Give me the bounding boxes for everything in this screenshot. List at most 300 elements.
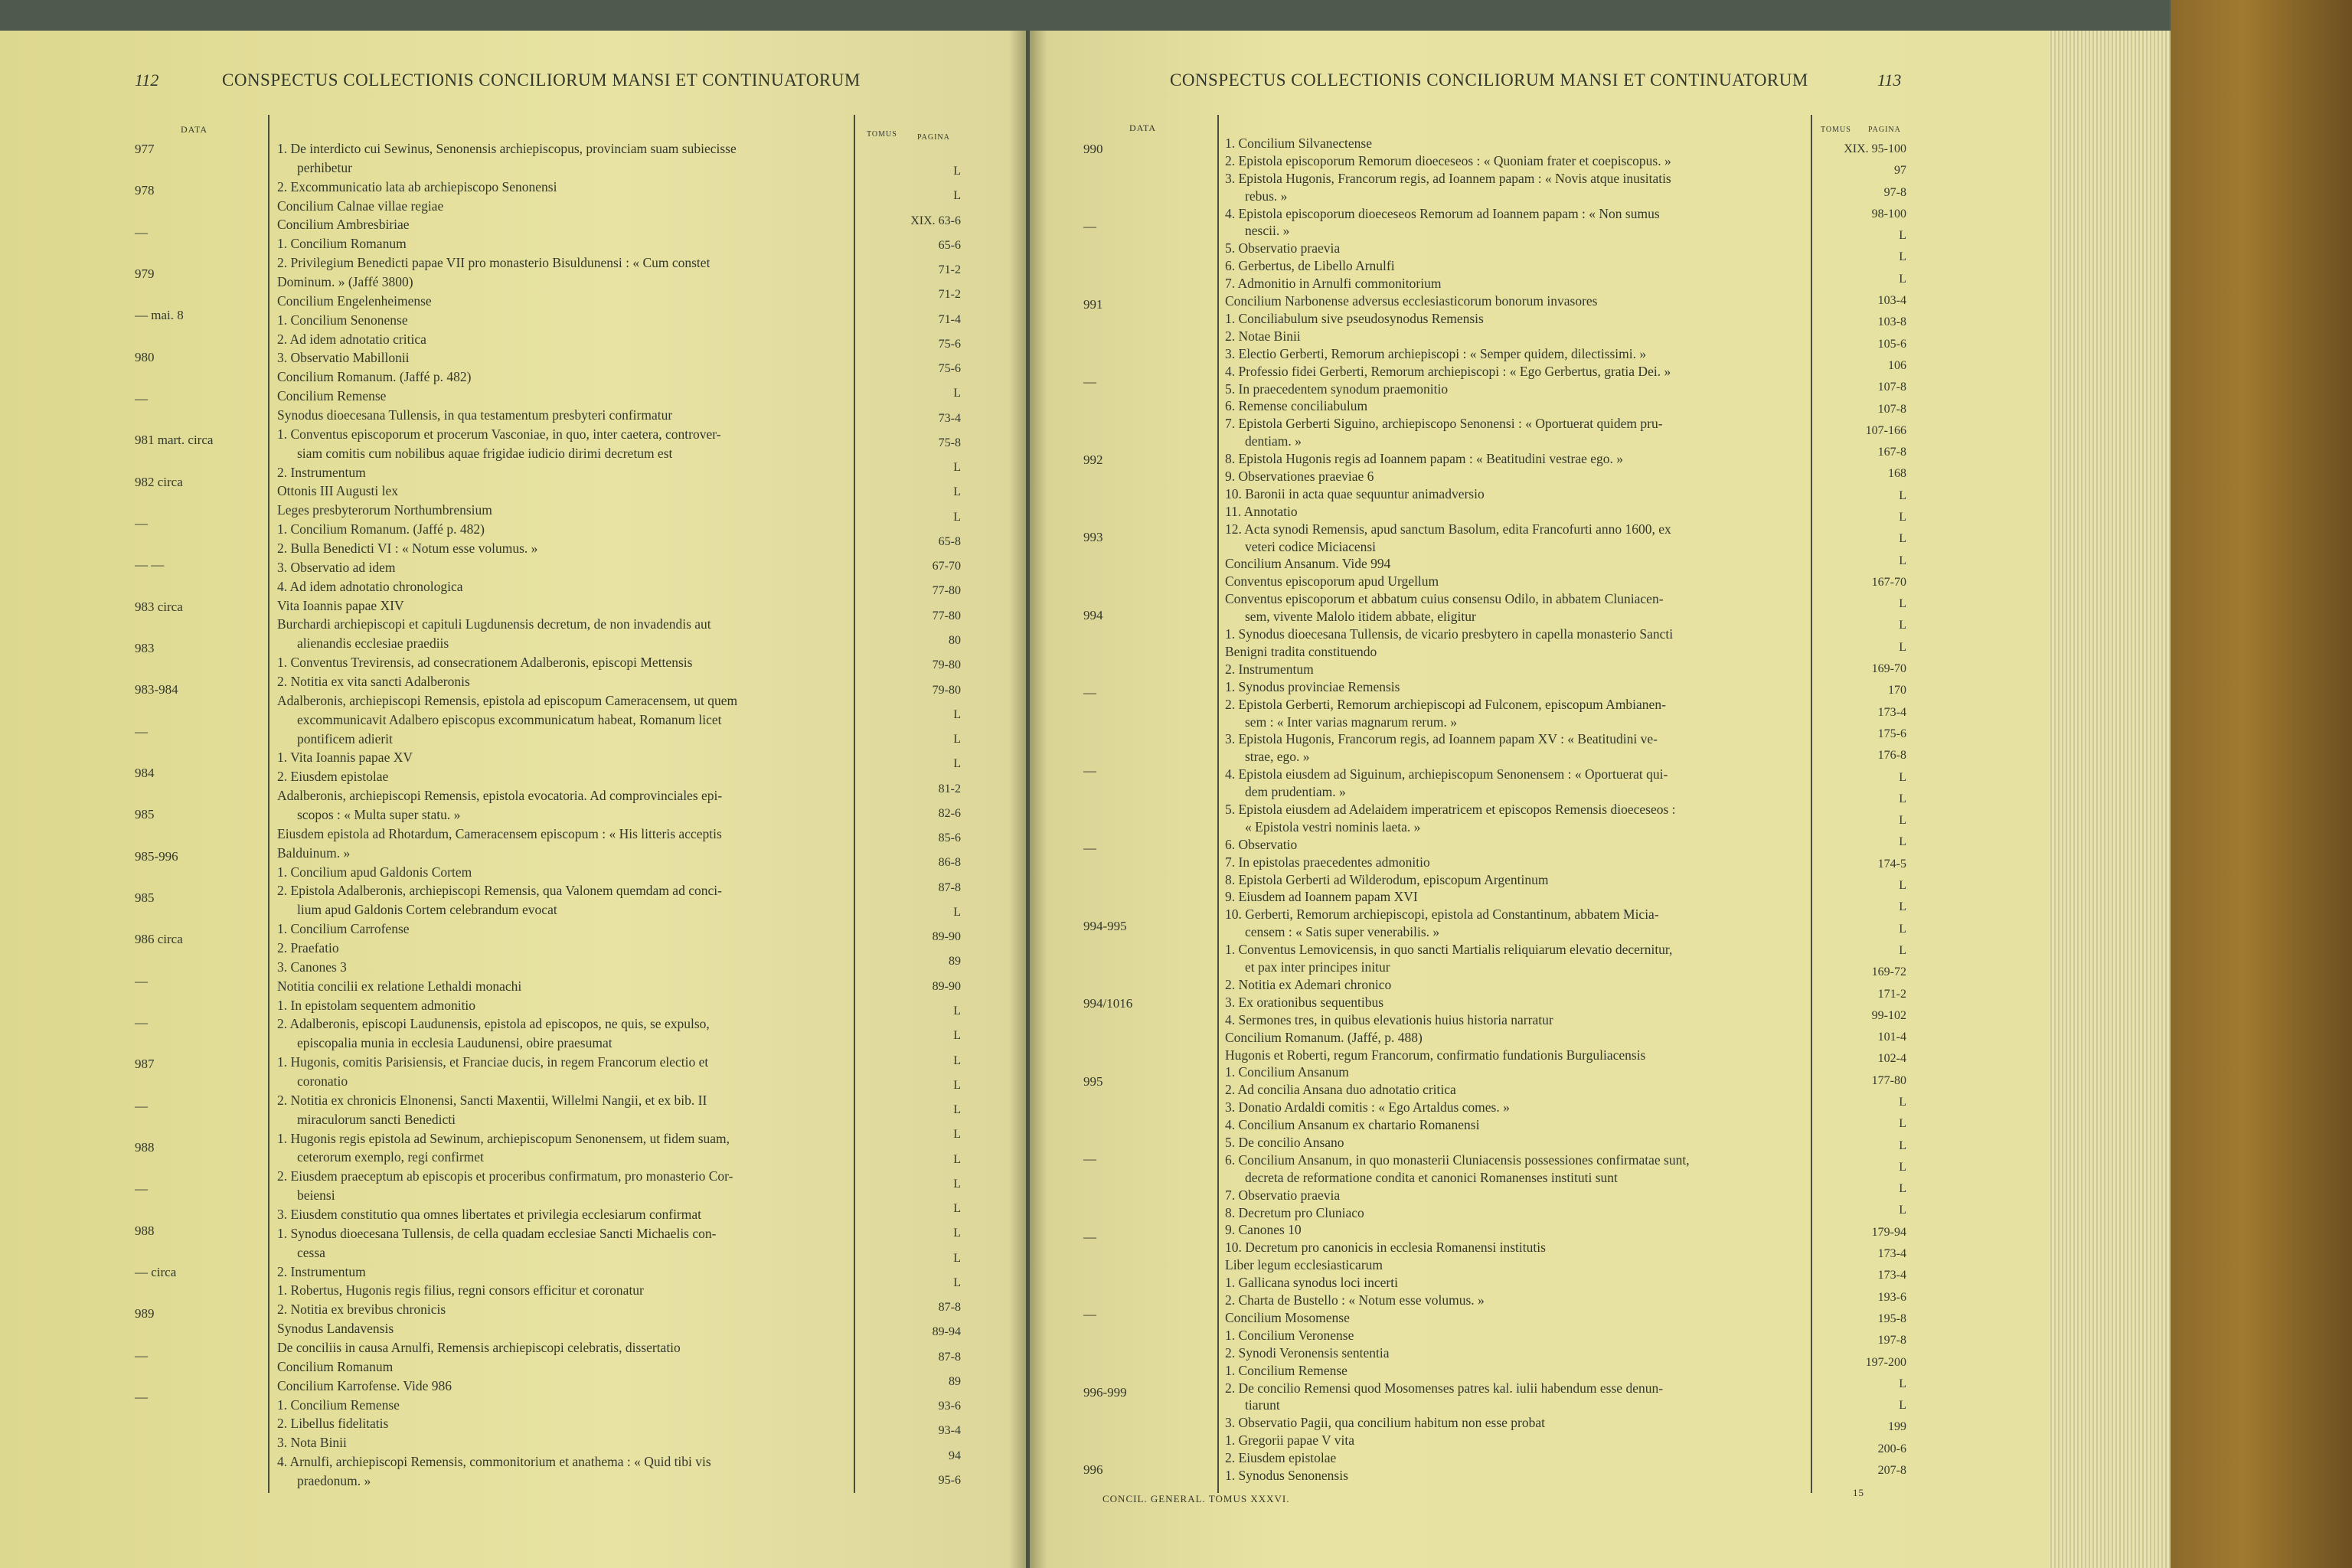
volume-page-ref: L [1899,1377,1906,1390]
entry-line: rebus. » [1245,188,1288,204]
entry-line: 9. Canones 10 [1225,1223,1302,1238]
volume-page-ref: L [953,1227,961,1240]
entry-line: 1. Gallicana synodus loci incerti [1225,1276,1398,1291]
entry-line: 12. Acta synodi Remensis, apud sanctum Basolum, edita Francofurti anno 1600, ex [1225,521,1671,537]
entry-line: 2. Privilegium Benedicti papae VII pro monasterio Bisuldunensi : « Cum constet [277,256,710,271]
volume-page-ref: 81-2 [938,782,961,795]
date-label: 994 [1083,607,1103,622]
volume-page-ref: 97-8 [1883,185,1906,199]
entry-line: 1. Concilium Veronense [1225,1328,1354,1343]
entry-line: 1. Concilium Senonense [277,312,408,328]
entry-line: 6. Gerbertus, de Libello Arnulfi [1225,259,1395,274]
volume-page-ref: 82-6 [938,806,961,820]
volume-page-ref: L [1899,1095,1906,1109]
date-label: — [135,1348,148,1363]
volume-page-ref: 197-200 [1865,1355,1906,1369]
book-cover-edge [2171,0,2352,1568]
volume-page-ref: L [1899,554,1906,567]
volume-page-ref: 105-6 [1877,337,1906,351]
volume-page-ref: 85-6 [938,831,961,845]
date-label: — [135,724,148,739]
entry-line: Concilium Romanum [277,1359,394,1374]
volume-page-ref: 71-2 [938,263,961,277]
entry-line: Conventus episcoporum et abbatum cuius consensu Odilo, in abbatem Cluniacen- [1225,592,1664,607]
date-label: — [135,1390,148,1404]
entry-line: Leges presbyterorum Northumbrensium [277,503,492,518]
volume-page-ref: L [1899,1182,1906,1196]
date-label: 978 [135,183,155,198]
entry-line: sem, vivente Malolo itidem abbate, eligitur [1245,609,1476,625]
entry-line: 2. Epistola Gerberti, Remorum archiepiscopi ad Fulconem, episcopum Ambianen- [1225,697,1666,712]
entry-line: 4. Ad idem adnotatio chronologica [277,579,463,594]
entry-line: Notitia concilii ex relatione Lethaldi monachi [277,978,522,994]
volume-page-ref: 207-8 [1877,1464,1906,1477]
entry-line: 2. Instrumentum [1225,662,1314,677]
volume-page-ref: L [953,757,961,771]
date-label: 990 [1083,142,1103,156]
entry-line: 1. In epistolam sequentem admonitio [277,998,476,1013]
volume-page-ref: L [953,510,961,524]
entry-line: 7. Admonitio in Arnulfi commonitorium [1225,276,1442,292]
entry-line: Concilium Calnae villae regiae [277,198,444,214]
entry-line: Synodus Landavensis [277,1321,394,1337]
entry-line: Adalberonis, archiepiscopi Remensis, epistola ad episcopum Cameracensem, ut quem [277,693,738,708]
volume-page-ref: 89-90 [932,930,961,944]
date-label: 996 [1083,1462,1103,1477]
entry-line: 3. Ex orationibus sequentibus [1225,995,1384,1010]
volume-page-ref: 99-102 [1871,1008,1906,1022]
volume-page-ref: 93-4 [938,1424,961,1438]
date-label: 986 circa [135,932,183,947]
entry-line: 1. Concilium Silvanectense [1225,136,1372,151]
volume-page-ref: 71-4 [938,312,961,326]
volume-page-ref: L [1899,792,1906,805]
left-col-tomus-header: TOMUS [867,130,897,139]
entry-line: Concilium Mosomense [1225,1310,1350,1325]
date-label: 988 [135,1140,155,1155]
volume-page-ref: L [1899,597,1906,611]
entry-line: 2. Instrumentum [277,465,366,480]
date-label: 994/1016 [1083,996,1133,1011]
entry-line: 4. Professio fidei Gerberti, Remorum archiepiscopi : « Ego Gerbertus, gratia Dei. » [1225,364,1671,379]
entry-line: 1. Conventus Lemovicensis, in quo sancti Martialis reliquiarum elevatio decernitur, [1225,942,1673,958]
volume-page-ref: 86-8 [938,856,961,870]
date-label: — [135,391,148,406]
entry-line: dentiam. » [1245,434,1302,449]
date-label: 985-996 [135,848,178,864]
entry-line: 2. Notitia ex vita sancti Adalberonis [277,675,470,689]
date-label: 987 [135,1057,155,1072]
right-ref-rule [1811,115,1812,1493]
entry-line: Eiusdem epistola ad Rhotardum, Cameracensem episcopum : « His litteris acceptis [277,826,722,841]
volume-page-ref: L [1899,922,1906,936]
volume-page-ref: L [953,1202,961,1216]
volume-page-ref: L [953,1103,961,1117]
entry-line: Concilium Ambresbiriae [277,217,410,233]
book-gutter [1009,31,1047,1568]
entry-line: 8. Epistola Gerberti ad Wilderodum, episcopum Argentinum [1225,872,1549,887]
entry-line: 1. De interdicto cui Sewinus, Senonensis archiepiscopus, provinciam suam subiecisse [277,142,737,156]
entry-line: Hugonis et Roberti, regum Francorum, confirmatio fundationis Burguliacensis [1225,1047,1646,1063]
entry-line: 3. Eiusdem constitutio qua omnes libertates et privilegia ecclesiarum confirmat [277,1207,702,1222]
volume-page-ref: L [953,1078,961,1092]
volume-page-ref: L [953,733,961,746]
date-label: — [135,973,148,988]
entry-line: 7. In epistolas praecedentes admonitio [1225,854,1430,870]
date-label: 991 [1083,296,1103,312]
entry-line: Burchardi archiepiscopi et capituli Lugdunensis decretum, de non invadendis aut [277,617,711,632]
date-label: — circa [135,1265,177,1279]
volume-page-ref: 173-4 [1877,705,1906,719]
entry-line: 1. Robertus, Hugonis regis filius, regni consors efficitur et coronatur [277,1283,644,1298]
right-footer-sheet-number: 15 [1853,1487,1864,1498]
right-date-rule [1217,115,1219,1493]
entry-line: 2. De concilio Remensi quod Mosomenses patres kal. iulii habendum esse denun- [1225,1380,1664,1396]
entry-line: Concilium Engelenheimense [277,293,432,309]
entry-line: 5. Observatio praevia [1225,241,1341,256]
volume-page-ref: 65-6 [938,238,961,252]
volume-page-ref: L [953,1152,961,1166]
volume-page-ref: L [953,461,961,475]
entry-line: dem prudentiam. » [1245,785,1346,800]
volume-page-ref: 79-80 [932,683,961,697]
date-label: — [1083,685,1096,701]
entry-line: 6. Observatio [1225,837,1298,852]
right-footer-signature: CONCIL. GENERAL. TOMUS XXXVI. [1102,1493,1290,1504]
entry-line: 2. Instrumentum [277,1264,366,1279]
volume-page-ref: L [953,1251,961,1265]
volume-page-ref: L [1899,272,1906,286]
entry-line: 1. Concilium Carrofense [277,922,410,937]
entry-line: 3. Observatio ad idem [277,560,396,575]
volume-page-ref: L [1899,640,1906,654]
date-label: 977 [135,142,155,156]
date-label: 981 mart. circa [135,433,214,448]
volume-page-ref: 168 [1888,467,1906,481]
date-label: 989 [135,1306,155,1321]
volume-page-ref: L [1899,250,1906,264]
entry-line: censem : « Satis super venerabilis. » [1245,925,1440,940]
volume-page-ref: 77-80 [932,609,961,622]
entry-line: 1. Synodus provinciae Remensis [1225,679,1400,694]
right-page-number: 113 [1877,70,1902,90]
entry-line: 1. Concilium Ansanum [1225,1065,1349,1080]
entry-line: 4. Concilium Ansanum ex chartario Romanensi [1225,1118,1480,1133]
volume-page-ref: 75-8 [938,436,961,449]
volume-page-ref: 87-8 [938,1301,961,1315]
volume-page-ref: 175-6 [1877,727,1906,740]
entry-line: Balduinum. » [277,845,351,861]
date-label: 979 [135,266,155,281]
entry-line: 2. Praefatio [277,941,339,956]
entry-line: 3. Epistola Hugonis, Francorum regis, ad Ioannem papam XV : « Beatitudini ve- [1225,732,1658,747]
entry-line: 2. Libellus fidelitatis [277,1416,389,1432]
entry-line: miraculorum sancti Benedicti [297,1112,456,1127]
entry-line: 2. Bulla Benedicti VI : « Notum esse volumus. » [277,541,538,556]
left-col-data-header: DATA [181,124,208,135]
entry-line: 1. Conventus episcoporum et procerum Vasconiae, in quo, inter caetera, controver- [277,426,721,442]
volume-page-ref: L [1899,229,1906,243]
volume-page-ref: 167-8 [1877,446,1906,459]
entry-line: 7. Observatio praevia [1225,1187,1341,1203]
left-col-pagina-header: PAGINA [917,133,950,142]
entry-line: 8. Decretum pro Cluniaco [1225,1205,1364,1220]
date-label: 985 [135,807,155,822]
entry-line: 4. Sermones tres, in quibus elevationis huius historia narratur [1225,1012,1553,1027]
volume-page-ref: 89 [949,955,961,969]
entry-line: Concilium Romanum. (Jaffé, p. 488) [1225,1030,1423,1045]
volume-page-ref: L [953,1128,961,1142]
volume-page-ref: L [1899,1160,1906,1174]
entry-line: siam comitis cum nobilibus aquae frigidae iudicio dirimi decretum est [297,446,673,461]
volume-page-ref: L [1899,532,1906,546]
entry-line: 3. Canones 3 [277,959,347,975]
entry-line: Conventus episcoporum apud Urgellum [1225,574,1439,590]
volume-page-ref: L [953,1004,961,1018]
volume-page-ref: 98-100 [1871,207,1906,220]
entry-line: 1. Concilium Remense [277,1397,400,1413]
entry-line: 2. Notitia ex Ademari chronico [1225,977,1392,992]
entry-line: strae, ego. » [1245,750,1310,765]
entry-line: 10. Gerberti, Remorum archiepiscopi, epistola ad Constantinum, abbatem Micia- [1225,907,1659,923]
entry-line: coronatio [297,1074,348,1089]
volume-page-ref: L [1899,1399,1906,1413]
entry-line: cessa [297,1245,325,1260]
right-col-pagina-header: PAGINA [1868,126,1901,134]
left-date-rule [268,115,270,1493]
volume-page-ref: L [1899,770,1906,784]
date-label: — [135,1015,148,1030]
volume-page-ref: L [1899,1117,1906,1131]
volume-page-ref: L [1899,488,1906,502]
date-label: 985 [135,890,155,905]
date-label: — [1083,763,1096,778]
volume-page-ref: 197-8 [1877,1334,1906,1348]
entry-line: veteri codice Miciacensi [1245,539,1377,554]
entry-line: pontificem adierit [297,731,393,746]
entry-line: 5. Epistola eiusdem ad Adelaidem imperatricem et episcopos Remensis dioeceseos : [1225,802,1676,817]
entry-line: Synodus dioecesana Tullensis, in qua testamentum presbyteri confirmatur [277,408,673,423]
volume-page-ref: 195-8 [1877,1312,1906,1325]
volume-page-ref: 89 [949,1374,961,1388]
entry-line: 7. Epistola Gerberti Siguino, archiepiscopo Senonensi : « Oportuerat quidem pru- [1225,416,1663,432]
entry-line: 1. Concilium Romanum. (Jaffé p. 482) [277,522,485,537]
entry-line: Concilium Romanum. (Jaffé p. 482) [277,370,472,385]
volume-page-ref: 106 [1888,358,1906,372]
volume-page-ref: L [1899,1138,1906,1152]
entry-line: 9. Eiusdem ad Ioannem papam XVI [1225,890,1418,905]
volume-page-ref: 80 [949,634,961,648]
volume-page-ref: L [1899,900,1906,914]
volume-page-ref: L [1899,814,1906,828]
entry-line: episcopalia munia in ecclesia Laudunensi, obire praesumat [297,1036,612,1051]
entry-line: 2. Notitia ex chronicis Elnonensi, Sancti Maxentii, Willelmi Nangii, et ex bib. II [277,1093,707,1108]
volume-page-ref: 94 [949,1449,961,1462]
date-label: — [135,1181,148,1197]
right-col-data-header: DATA [1129,122,1157,133]
volume-page-ref: 107-8 [1877,402,1906,416]
entry-line: 3. Observatio Mabillonii [277,351,410,366]
volume-page-ref: 199 [1888,1420,1906,1434]
date-label: 980 [135,349,155,364]
entry-line: praedonum. » [297,1474,371,1488]
entry-line: 1. Conciliabulum sive pseudosynodus Remensis [1225,311,1484,326]
volume-page-ref: L [953,485,961,499]
entry-line: 2. Adalberonis, episcopi Laudunensis, epistola ad episcopos, ne quis, se expulso, [277,1017,710,1032]
entry-line: Concilium Ansanum. Vide 994 [1225,557,1391,572]
date-label: — [135,516,148,531]
volume-page-ref: 89-94 [932,1325,961,1339]
volume-page-ref: 176-8 [1877,749,1906,763]
volume-page-ref: 95-6 [938,1474,961,1487]
date-label: — [1083,841,1096,856]
entry-line: sem : « Inter varias magnarum rerum. » [1245,714,1457,730]
date-label: — [135,224,148,240]
entry-line: 2. Ad idem adnotatio critica [277,332,426,347]
volume-page-ref: 167-70 [1871,575,1906,589]
volume-page-ref: L [1899,835,1906,849]
entry-line: 1. Vita Ioannis papae XV [277,750,413,766]
entry-line: 10. Baronii in acta quae sequuntur animadversio [1225,486,1485,501]
volume-page-ref: 170 [1888,684,1906,697]
entry-line: decreta de reformatione condita et canonici Romanenses instituti sunt [1245,1170,1618,1185]
date-label: 996-999 [1083,1384,1127,1400]
volume-page-ref: 171-2 [1877,987,1906,1001]
date-label: — [1083,374,1096,390]
entry-line: 10. Decretum pro canonicis in ecclesia Romanensi institutis [1225,1240,1546,1256]
date-label: — [1083,1152,1096,1167]
entry-line: Dominum. » (Jaffé 3800) [277,275,413,289]
entry-line: 3. Nota Binii [277,1436,347,1451]
entry-line: perhibetur [297,160,352,175]
entry-line: 2. Charta de Bustello : « Notum esse volumus. » [1225,1293,1485,1308]
entry-line: alienandis ecclesiae praediis [297,636,449,652]
entry-line: 2. Eiusdem epistolae [277,769,389,785]
volume-page-ref: 169-70 [1871,662,1906,676]
volume-page-ref: L [953,1054,961,1067]
volume-page-ref: 103-4 [1877,294,1906,308]
date-label: 993 [1083,530,1103,545]
volume-page-ref: L [953,1177,961,1191]
entry-line: 3. Epistola Hugonis, Francorum regis, ad Ioannem papam : « Novis atque inusitatis [1225,171,1671,186]
entry-line: Concilium Karrofense. Vide 986 [277,1378,452,1393]
entry-line: 2. Eiusdem epistolae [1225,1451,1337,1466]
entry-line: 1. Concilium Romanum [277,237,407,252]
entry-line: 4. Arnulfi, archiepiscopi Remensis, commonitorium et anathema : « Quid tibi vis [277,1455,711,1470]
volume-page-ref: 169-72 [1871,965,1906,979]
volume-page-ref: 87-8 [938,880,961,894]
entry-line: 6. Remense conciliabulum [1225,399,1368,414]
volume-page-ref: L [1899,1204,1906,1217]
volume-page-ref: 173-4 [1877,1269,1906,1282]
entry-line: Concilium Remense [277,389,387,404]
entry-line: scopos : « Multa super statu. » [297,808,461,822]
volume-page-ref: 97 [1894,164,1906,178]
entry-line: et pax inter principes initur [1245,960,1390,975]
volume-page-ref: 200-6 [1877,1442,1906,1455]
date-label: 983-984 [135,682,178,697]
volume-page-ref: 93-6 [938,1400,961,1413]
volume-page-ref: 173-4 [1877,1247,1906,1261]
volume-page-ref: XIX. 95-100 [1844,142,1906,155]
volume-page-ref: 87-8 [938,1350,961,1364]
entry-line: 1. Synodus Senonensis [1225,1468,1348,1483]
entry-line: 2. Notitia ex brevibus chronicis [277,1302,446,1318]
entry-line: 1. Synodus dioecesana Tullensis, de cella quadam ecclesiae Sancti Michaelis con- [277,1226,717,1241]
entry-line: 4. Epistola episcoporum dioeceseos Remorum ad Ioannem papam : « Non sumus [1225,206,1660,221]
date-label: — [1083,1307,1096,1322]
entry-line: 6. Concilium Ansanum, in quo monasterii Cluniacensis possessiones confirmatae sunt, [1225,1152,1690,1168]
date-label: — [1083,1229,1096,1244]
entry-line: 4. Epistola eiusdem ad Siguinum, archiepiscopum Senonensem : « Oportuerat qui- [1225,767,1668,782]
entry-line: 8. Epistola Hugonis regis ad Ioannem papam : « Beatitudini vestrae ego. » [1225,452,1624,467]
entry-line: De conciliis in causa Arnulfi, Remensis archiepiscopi celebratis, dissertatio [277,1341,681,1355]
volume-page-ref: 73-4 [938,411,961,425]
volume-page-ref: 101-4 [1877,1031,1906,1044]
date-label: 984 [135,766,155,780]
entry-line: 2. Excommunicatio lata ab archiepiscopo Senonensi [277,179,557,194]
volume-page-ref: 79-80 [932,658,961,672]
left-running-header: CONSPECTUS COLLECTIONIS CONCILIORUM MANSI ET CONTINUATORUM [222,70,861,90]
entry-line: Benigni tradita constituendo [1225,644,1377,659]
entry-line: Ottonis III Augusti lex [277,484,398,499]
volume-page-ref: 103-8 [1877,315,1906,329]
volume-page-ref: 102-4 [1877,1052,1906,1066]
date-label: — mai. 8 [135,308,184,323]
entry-line: 1. Conventus Trevirensis, ad consecrationem Adalberonis, episcopi Mettensis [277,655,693,671]
entry-line: nescii. » [1245,224,1290,239]
entry-line: 2. Epistola episcoporum Remorum dioeceseos : « Quoniam frater et coepiscopus. » [1225,153,1671,168]
volume-page-ref: L [953,189,961,203]
entry-line: Adalberonis, archiepiscopi Remensis, epistola evocatoria. Ad comprovinciales epi- [277,789,723,804]
volume-page-ref: XIX. 63-6 [910,214,961,227]
entry-line: 5. In praecedentem synodum praemonitio [1225,381,1449,397]
entry-line: beiensi [297,1188,335,1204]
entry-line: 3. Observatio Pagii, qua concilium habitum non esse probat [1225,1416,1545,1431]
page-edges [2048,31,2171,1568]
entry-line: 1. Gregorii papae V vita [1225,1433,1354,1449]
volume-page-ref: 77-80 [932,584,961,598]
entry-line: 1. Synodus dioecesana Tullensis, de vicario presbytero in capella monasterio Sancti [1225,627,1674,642]
date-label: — — [135,557,165,573]
volume-page-ref: L [953,905,961,919]
date-label: — [135,1098,148,1113]
date-label: — [1083,219,1096,234]
volume-page-ref: L [1899,619,1906,632]
entry-line: 11. Annotatio [1225,504,1298,519]
entry-line: Vita Ioannis papae XIV [277,598,404,613]
entry-line: excommunicavit Adalbero episcopus excommunicatum habeat, Romanum licet [297,712,722,727]
entry-line: 1. Hugonis regis epistola ad Sewinum, archiepiscopum Senonensem, ut fidem suam, [277,1131,730,1146]
volume-page-ref: 89-90 [932,979,961,993]
date-label: 995 [1083,1073,1103,1089]
volume-page-ref: 107-8 [1877,381,1906,394]
entry-line: Liber legum ecclesiasticarum [1225,1258,1383,1273]
date-label: 983 [135,641,155,655]
volume-page-ref: L [1899,943,1906,957]
volume-page-ref: 193-6 [1877,1290,1906,1304]
right-col-tomus-header: TOMUS [1821,126,1851,134]
volume-page-ref: 107-166 [1865,423,1906,437]
date-label: 994-995 [1083,918,1127,933]
entry-line: 2. Notae Binii [1225,328,1301,344]
entry-line: 1. Concilium apud Galdonis Cortem [277,864,472,880]
entry-line: 3. Electio Gerberti, Remorum archiepiscopi : « Semper quidem, dilectissimi. » [1225,346,1647,361]
date-label: 983 circa [135,599,183,614]
entry-line: tiarunt [1245,1398,1280,1413]
entry-line: 1. Concilium Remense [1225,1363,1348,1378]
entry-line: ceterorum exemplo, regi confirmet [297,1150,484,1165]
